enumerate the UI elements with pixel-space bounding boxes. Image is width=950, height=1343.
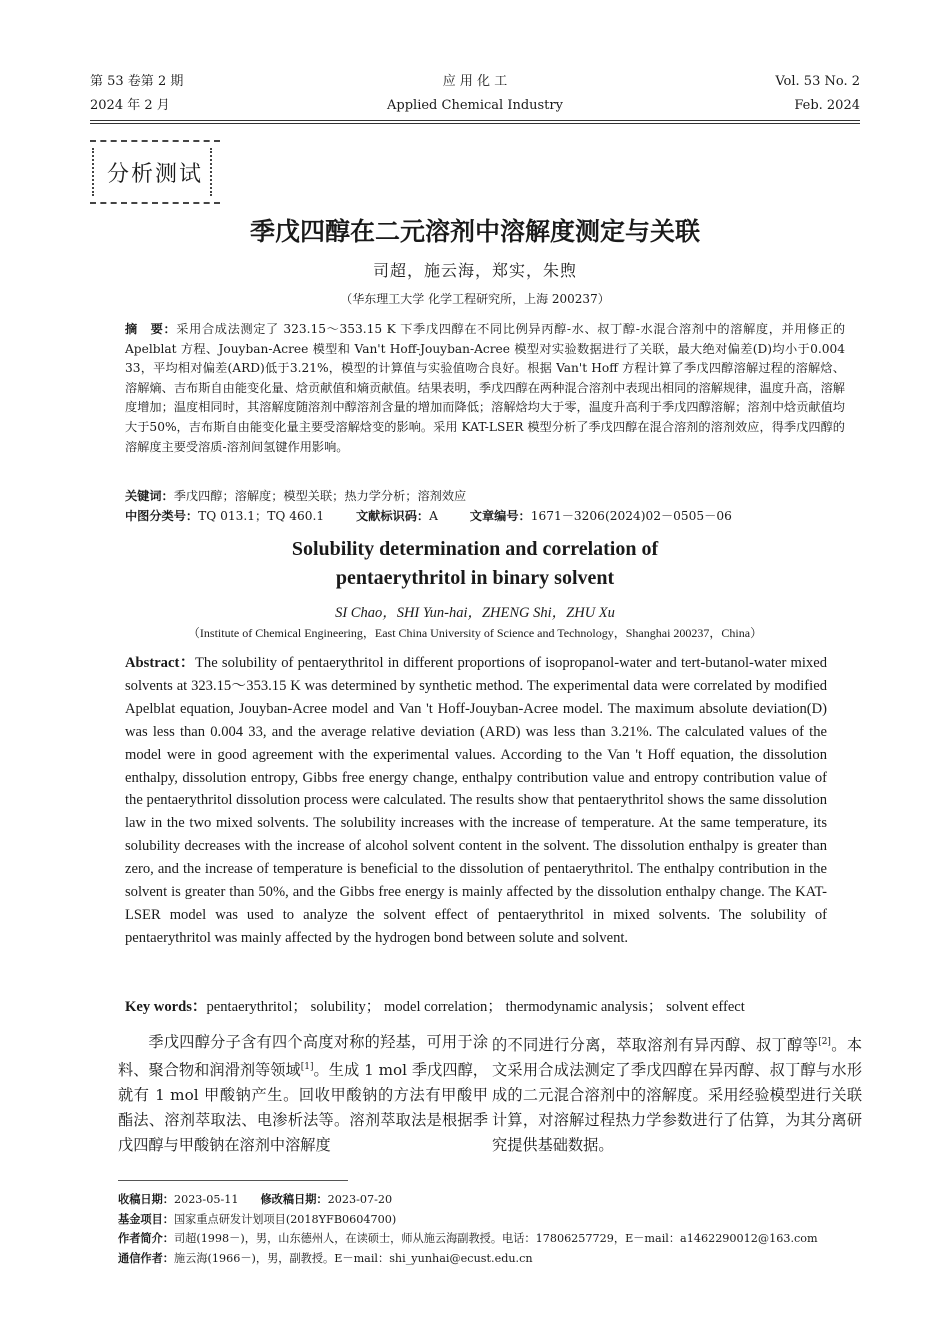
authors-en: SI Chao，SHI Yun-hai，ZHENG Shi，ZHU Xu bbox=[335, 605, 615, 621]
corresponding-text: 施云海(1966－)，男，副教授。E－mail：shi_yunhai@ecust.edu.cn bbox=[173, 1251, 533, 1265]
authors-cn: 司超，施云海，郑实，朱煦 bbox=[372, 261, 577, 280]
title-en bbox=[0, 535, 950, 593]
abstract-cn bbox=[125, 320, 845, 457]
clc-label: 中图分类号： bbox=[125, 509, 199, 523]
body-left-text: 季戊四醇分子含有四个高度对称的羟基，可用于涂料、聚合物和润滑剂等领域 bbox=[118, 1033, 488, 1080]
article-no-value: 1671－3206(2024)02－0505－06 bbox=[530, 509, 732, 523]
affiliation-en: （Institute of Chemical Engineering，East China University of Science and Technology，Shanghai 200237，China） bbox=[187, 626, 763, 640]
abstract-en-label: Abstract： bbox=[125, 655, 196, 671]
keywords-cn-label: 关键词： bbox=[125, 489, 174, 503]
article-no-label: 文章编号： bbox=[469, 509, 531, 523]
fund-label: 基金项目： bbox=[118, 1212, 174, 1226]
title-en-line2: pentaerythritol in binary solvent bbox=[335, 567, 615, 589]
received-date: 2023-05-11 bbox=[173, 1193, 239, 1206]
body-left-text-2: 。生成 1 mol 季戊四醇，就有 1 mol 甲酸钠产生。回收甲酸钠的方法有甲酸甲酯法、溶剂萃取法、电渗析法等。溶剂萃取法是根据季戊四醇与甲酸钠在溶剂中溶解度 bbox=[118, 1061, 488, 1155]
header-rule bbox=[90, 120, 860, 124]
citation-ref-1: [1] bbox=[300, 1062, 314, 1072]
revised-label: 修改稿日期： bbox=[260, 1193, 328, 1206]
affiliation-cn: （华东理工大学 化学工程研究所，上海 200237） bbox=[340, 292, 610, 306]
fund-text: 国家重点研发计划项目(2018YFB0604700) bbox=[173, 1212, 397, 1226]
footnote-rule bbox=[118, 1180, 348, 1181]
footnote-corresponding bbox=[118, 1249, 858, 1269]
abstract-cn-label: 摘 要： bbox=[125, 322, 177, 336]
running-header bbox=[90, 70, 860, 118]
keywords-cn-text: 季戊四醇；溶解度；模型关联；热力学分析；溶剂效应 bbox=[173, 489, 467, 503]
title-cn: 季戊四醇在二元溶剂中溶解度测定与关联 bbox=[249, 217, 700, 246]
issue-volume: 第 53 卷第 2 期 bbox=[90, 74, 184, 89]
abstract-cn-text: 采用合成法测定了 323.15～353.15 K 下季戊四醇在不同比例异丙醇-水、叔丁醇-水混合溶剂中的溶解度，并用修正的 Apelblat 方程、Jouyban-Acree 模型和 Van't Hoff-Jouyban-Acree 模型对实验数据进行了关联，最大绝对偏差(D)均小于0.004 33，平均相对偏差(ARD)低于3.21%，模型的计算值与实验值吻合良好。根据 Van't Hoff 方程计算了季戊四醇溶解过程的溶解焓、溶解熵、吉布斯自由能变化量、焓贡献值和熵贡献值。结果表明，季戊四醇在两种混合溶剂中表现出相同的溶解规律，温度升高，溶解度增加；温度相同时，其溶解度随溶剂中醇溶剂含量的增加而降低；溶解焓均大于零，温度升高利于季戊四醇溶解；溶剂中焓贡献值均大于50%，吉布斯自由能变化量主要受溶解焓变的影响。采用 KAT-LSER 模型分析了季戊四醇在混合溶剂的溶剂效应，得季戊四醇的溶解度主要受溶质-溶剂间氢键作用影响。 bbox=[125, 322, 846, 454]
journal-name-en: Applied Chemical Industry bbox=[387, 98, 563, 113]
title-en-line1: Solubility determination and correlation of bbox=[291, 538, 659, 560]
footnote-fund bbox=[118, 1210, 858, 1230]
keywords-en bbox=[125, 996, 827, 1018]
section-label: 分析测试 bbox=[90, 140, 220, 204]
body-column-left bbox=[118, 1030, 488, 1158]
footnote-dates bbox=[118, 1190, 858, 1210]
body-right-text: 的不同进行分离，萃取溶剂有异丙醇、叔丁醇等 bbox=[492, 1036, 819, 1055]
keywords-en-text: pentaerythritol； solubility； model correlation； thermodynamic analysis； solvent effect bbox=[206, 999, 745, 1015]
received-label: 收稿日期： bbox=[118, 1193, 174, 1206]
journal-name-cn: 应 用 化 工 bbox=[442, 74, 508, 89]
footnotes bbox=[118, 1190, 858, 1268]
clc-value: TQ 013.1；TQ 460.1 bbox=[198, 509, 325, 523]
body-right-text-2: 。本文采用合成法测定了季戊四醇在异丙醇、叔丁醇与水形成的二元混合溶剂中的溶解度。采用经验模型进行关联计算，对溶解过程热力学参数进行了估算，为其分离研究提供基础数据。 bbox=[492, 1036, 863, 1155]
issue-date-cn: 2024 年 2 月 bbox=[90, 98, 170, 113]
citation-ref-2: [2] bbox=[818, 1037, 831, 1047]
footnote-author bbox=[118, 1229, 858, 1249]
body-column-right bbox=[492, 1030, 862, 1158]
classification-line bbox=[125, 507, 845, 525]
abstract-en-text: The solubility of pentaerythritol in different proportions of isopropanol-water and tert-butanol-water mixed solvents at 323.15～353.15 K was determined by synthetic method. The experimental data were correlated by modified Apelblat equation, Jouyban-Acree model and Van 't Hoff-Jouyban-Acree model. The maximum absolute deviation(D) was less than 0.004 33, and the average relative deviation (ARD) was less than 3.21%. The calculated values of the model were in good agreement with the experimental values. According to the Van 't Hoff equation, the dissolution enthalpy, dissolution entropy, Gibbs free energy change, enthalpy contribution value and entropy contribution value of the pentaerythritol dissolution process were calculated. The results show that pentaerythritol shows the same dissolution law in the two mixed solvents. The solubility increases with the increase of temperature. At the same temperature, its solubility decreases with the increase of alcohol solvent content in the solvent. The dissolution enthalpy is greater than zero, and the increase of temperature is beneficial to the dissolution of pentaerythritol. The enthalpy contribution in the solvent is greater than 50%, and the Gibbs free energy is mainly affected by the dissolution enthalpy change. The KAT-LSER model was used to analyze the solvent effect of pentaerythritol in mixed solvents. The solubility of pentaerythritol was mainly affected by the hydrogen bond between solute and solvent. bbox=[125, 655, 827, 946]
author-bio-label: 作者简介： bbox=[118, 1232, 174, 1245]
issue-volume-en: Vol. 53 No. 2 bbox=[775, 74, 860, 89]
corresponding-label: 通信作者： bbox=[118, 1251, 174, 1265]
revised-date: 2023-07-20 bbox=[327, 1193, 393, 1206]
doc-code-value: A bbox=[429, 509, 438, 523]
abstract-en bbox=[125, 652, 827, 950]
keywords-cn bbox=[125, 487, 845, 505]
author-bio-text: 司超(1998－)，男，山东德州人，在读硕士，师从施云海副教授。电话：17806257729，E－mail：a1462290012@163.com bbox=[173, 1232, 818, 1245]
issue-date-en: Feb. 2024 bbox=[794, 98, 860, 113]
keywords-en-label: Key words： bbox=[125, 999, 207, 1015]
doc-code-label: 文献标识码： bbox=[355, 509, 430, 523]
